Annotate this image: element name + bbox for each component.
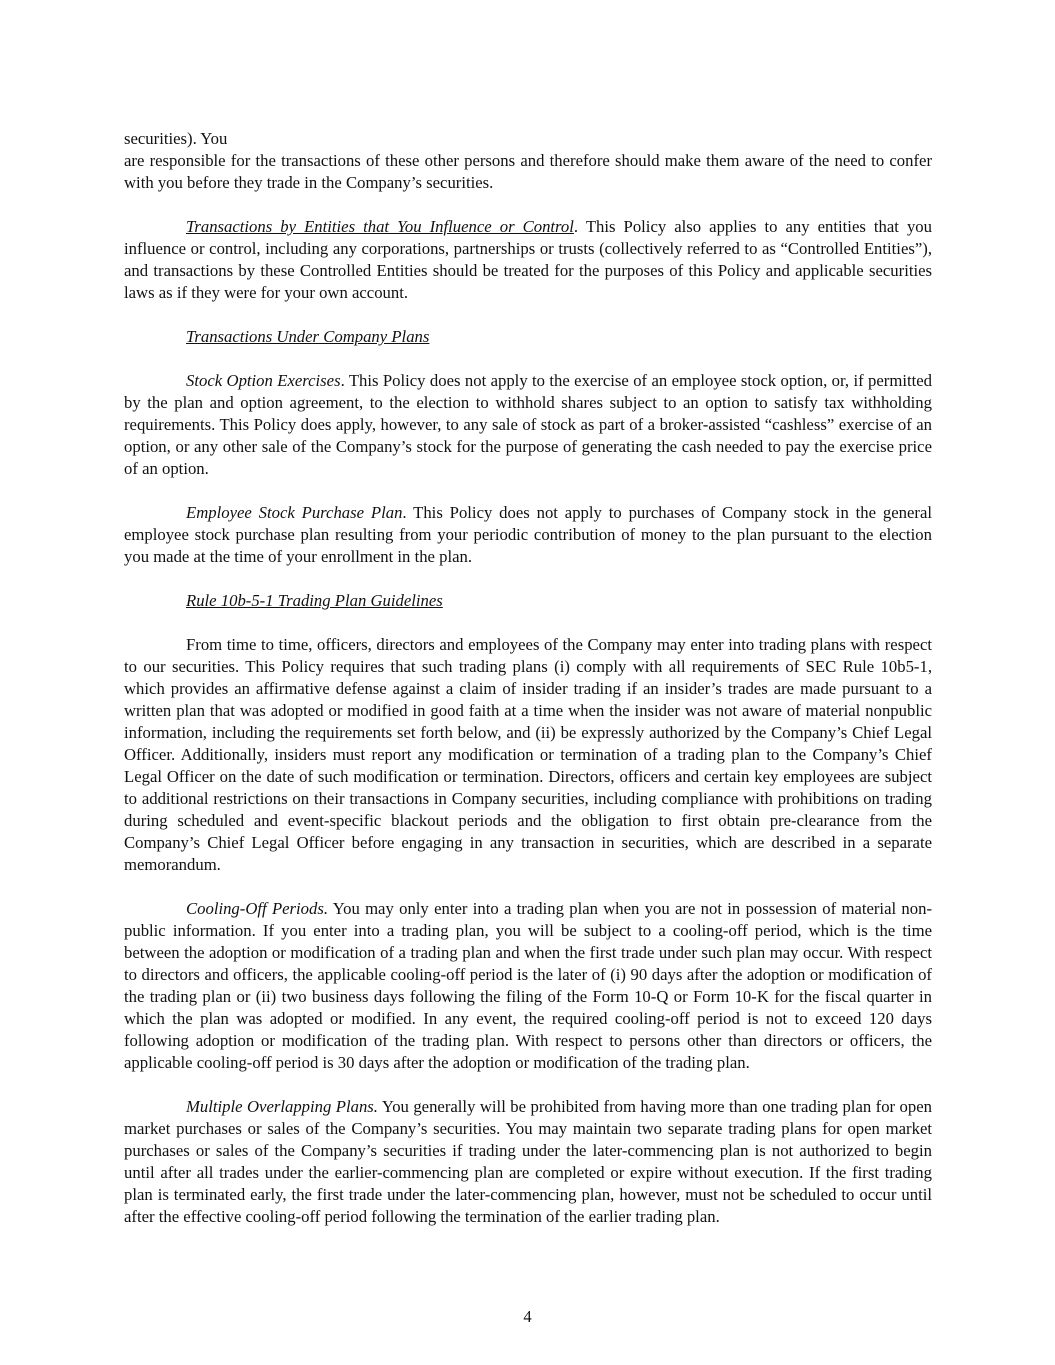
controlled-entities-text: . This Policy also applies to any entities that you influence or control, including any corporations, partnerships or trusts (collectively referred to as “Controlled Entities”), and transactions by these Controlled Entities should be treated for the purposes of this Policy and applicable securities laws as if they were for your own account. xyxy=(124,217,932,302)
espp-paragraph xyxy=(124,502,932,568)
espp-title: Employee Stock Purchase Plan xyxy=(186,503,403,522)
cooling-off-text: You may only enter into a trading plan when you are not in possession of material non-public information. If you enter into a trading plan, you will be subject to a cooling-off period, which is the time between the adoption or modification of a trading plan and when the first trade under such plan may occur. With respect to directors and officers, the applicable cooling-off period is the later of (i) 90 days after the adoption or modification of the trading plan or (ii) two business days following the filing of the Form 10-Q or Form 10-K for the fiscal quarter in which the plan was adopted or modified. In any event, the required cooling-off period is not to exceed 120 days following adoption or modification of the trading plan. With respect to persons other than directors or officers, the applicable cooling-off period is 30 days after the adoption or modification of the trading plan. xyxy=(124,899,932,1072)
rule-guidelines-heading xyxy=(124,590,932,612)
page-number: 4 xyxy=(523,1307,532,1326)
multiple-plans-text: You generally will be prohibited from having more than one trading plan for open market purchases or sales of the Company’s securities. You may maintain two separate trading plans for open market purchases or sales of the Company’s securities if trading under the later-commencing plan is not authorized to begin until after all trades under the earlier-commencing plan are completed or expire without execution. If the first trading plan is terminated early, the first trade under the later-commencing plan, however, must not be scheduled to occur until after the effective cooling-off period following the termination of the earlier trading plan. xyxy=(124,1097,932,1226)
espp-text: . This Policy does not apply to purchases of Company stock in the general employee stock purchase plan resulting from your periodic contribution of money to the plan pursuant to the election you made at the time of your enrollment in the plan. xyxy=(124,503,932,566)
multiple-plans-title: Multiple Overlapping Plans. xyxy=(186,1097,378,1116)
cooling-off-paragraph xyxy=(124,898,932,1074)
document-body xyxy=(124,128,932,1250)
multiple-plans-paragraph xyxy=(124,1096,932,1228)
company-plans-heading xyxy=(124,326,932,348)
rule-guidelines-paragraph: From time to time, officers, directors and employees of the Company may enter into trading plans with respect to our securities. This Policy requires that such trading plans (i) comply with all requirements of SEC Rule 10b5-1, which provides an affirmative defense against a claim of insider trading if an insider’s trades are made pursuant to a written plan that was adopted or modified in good faith at a time when the insider was not aware of material nonpublic information, including the requirements set forth below, and (ii) be expressly authorized by the Company’s Chief Legal Officer. Additionally, insiders must report any modification or termination of a trading plan to the Company’s Chief Legal Officer on the date of such modification or termination. Directors, officers and certain key employees are subject to additional restrictions on their transactions in Company securities, including compliance with prohibitions on trading during scheduled and event-specific blackout periods and the obligation to first obtain pre-clearance from the Company’s Chief Legal Officer before engaging in any transaction in securities, which are described in a separate memorandum. xyxy=(124,635,932,874)
stock-option-text: . This Policy does not apply to the exercise of an employee stock option, or, if permitted by the plan and option agreement, to the election to withhold shares subject to an option to satisfy tax withholding requirements. This Policy does apply, however, to any sale of stock as part of a broker-assisted “cashless” exercise of an option, or any other sale of the Company’s stock for the purpose of generating the cash needed to pay the exercise price of an option. xyxy=(124,371,932,478)
controlled-entities-paragraph xyxy=(124,216,932,304)
cooling-off-title: Cooling-Off Periods. xyxy=(186,899,329,918)
stock-option-paragraph xyxy=(124,370,932,480)
intro-paragraph: are responsible for the transactions of these other persons and therefore should make them aware of the need to confer with you before they trade in the Company’s securities. xyxy=(124,151,932,192)
rule-guidelines-heading-text: Rule 10b-5-1 Trading Plan Guidelines xyxy=(186,591,443,610)
company-plans-heading-text: Transactions Under Company Plans xyxy=(186,327,430,346)
stock-option-title: Stock Option Exercises xyxy=(186,371,341,390)
intro-first-line: securities). You xyxy=(124,129,228,148)
controlled-entities-title: Transactions by Entities that You Influence or Control xyxy=(186,217,574,236)
